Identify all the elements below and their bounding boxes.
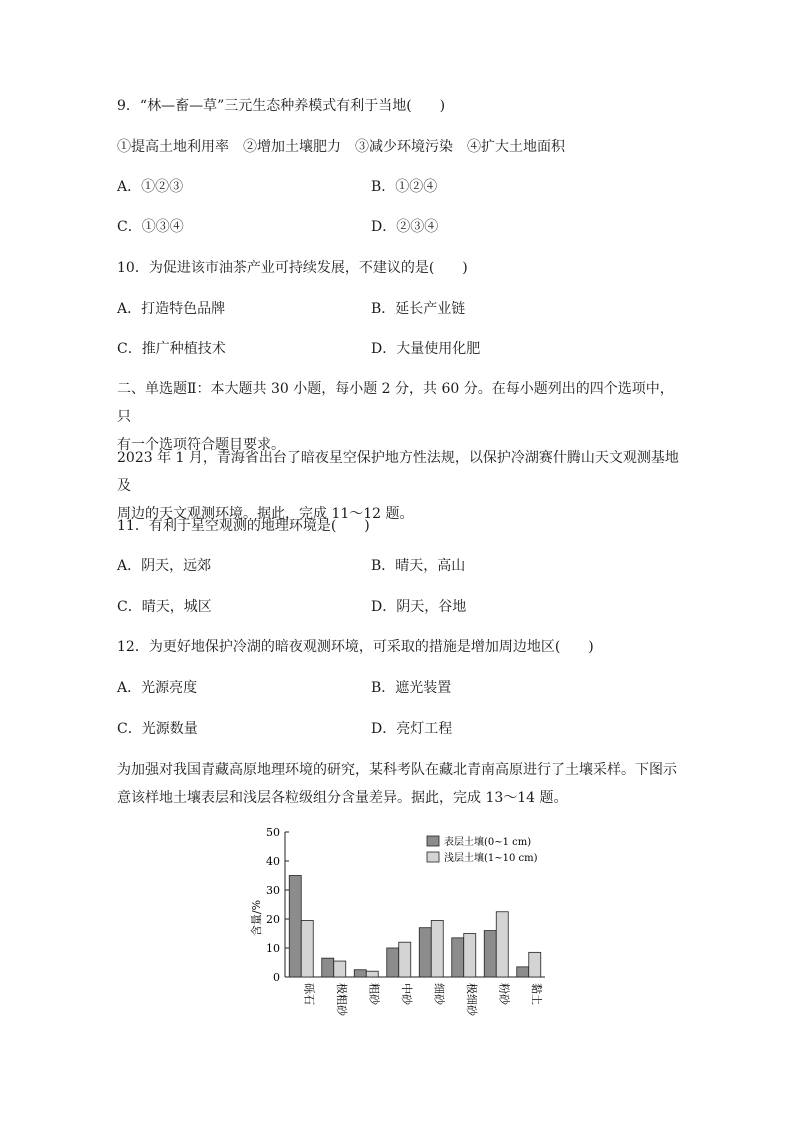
q12-option-b[interactable]: B．遮光装置: [371, 680, 452, 696]
passage-2-line-1: 为加强对我国青藏高原地理环境的研究，某科考队在藏北青南高原进行了土壤采样。下图示: [117, 762, 677, 778]
passage-2-line-2: 意该样地土壤表层和浅层各粒级组分含量差异。据此，完成 13～14 题。: [117, 790, 568, 806]
soil-grain-size-chart: [240, 822, 570, 1022]
x-category-label: 粗砂: [367, 983, 381, 1005]
bar-surface: [354, 970, 366, 977]
chart-bars: [289, 876, 541, 978]
q10-option-d[interactable]: D．大量使用化肥: [371, 341, 481, 357]
bar-shallow: [399, 942, 411, 977]
q10-stem: 10．为促进该市油茶产业可持续发展，不建议的是( ): [117, 260, 468, 276]
chart-x-labels: [302, 983, 544, 1017]
bar-surface: [419, 928, 431, 977]
x-category-label: 极粗砂: [334, 983, 348, 1016]
q9-option-c[interactable]: C．①③④: [117, 219, 184, 235]
q9-stem: 9．“林—畜—草”三元生态种养模式有利于当地( ): [117, 98, 446, 114]
bar-shallow: [529, 952, 541, 977]
section-2-line-2: 有一个选项符合题目要求。: [117, 437, 285, 453]
bar-surface: [484, 931, 496, 977]
q11-option-b[interactable]: B．晴天，高山: [371, 558, 466, 574]
legend-label: 表层土壤(0~1 cm): [444, 837, 532, 848]
x-category-label: 细砂: [432, 983, 446, 1005]
q10-option-b[interactable]: B．延长产业链: [371, 301, 466, 317]
q10-option-c[interactable]: C．推广种植技术: [117, 341, 226, 357]
q12-option-d[interactable]: D．亮灯工程: [371, 721, 453, 737]
chart-y-ticks: [266, 826, 289, 984]
q11-option-a[interactable]: A．阴天，远郊: [117, 558, 212, 574]
x-category-label: 黏土: [529, 983, 543, 1005]
q9-option-d[interactable]: D．②③④: [371, 219, 439, 235]
q12-option-c[interactable]: C．光源数量: [117, 721, 198, 737]
section-2-line-1: 二、单选题Ⅱ：本大题共 30 小题，每小题 2 分，共 60 分。在每小题列出的四个选项中，只: [117, 381, 674, 425]
q11-option-c[interactable]: C．晴天，城区: [117, 599, 212, 615]
bar-shallow: [431, 920, 443, 977]
y-tick-label: 50: [266, 826, 280, 839]
chart-y-axis-label: 含量/%: [250, 899, 263, 937]
q9-option-a[interactable]: A．①②③: [117, 179, 184, 195]
bar-surface: [387, 948, 399, 977]
q10-option-a[interactable]: A．打造特色品牌: [117, 301, 226, 317]
y-tick-label: 10: [266, 942, 280, 955]
bar-shallow: [464, 934, 476, 978]
q12-stem: 12．为更好地保护冷湖的暗夜观测环境，可采取的措施是增加周边地区( ): [117, 639, 594, 655]
y-tick-label: 0: [273, 971, 280, 984]
q9-option-b[interactable]: B．①②④: [371, 179, 438, 195]
bar-shallow: [496, 912, 508, 977]
legend-swatch: [427, 852, 439, 862]
legend-swatch: [427, 836, 439, 846]
bar-shallow: [366, 971, 378, 977]
x-category-label: 砾石: [302, 983, 316, 1005]
chart-legend: [427, 835, 538, 864]
q9-items: ①提高土地利用率 ②增加土壤肥力 ③减少环境污染 ④扩大土地面积: [117, 139, 565, 155]
q11-stem: 11．有利于星空观测的地理环境是( ): [117, 518, 370, 534]
bar-shallow: [334, 961, 346, 977]
passage-2: [117, 756, 683, 812]
bar-surface: [289, 876, 301, 978]
bar-surface: [517, 967, 529, 977]
y-tick-label: 20: [266, 913, 280, 926]
x-category-label: 中砂: [399, 983, 413, 1005]
legend-label: 浅层土壤(1~10 cm): [444, 853, 538, 864]
bar-shallow: [301, 920, 313, 977]
y-tick-label: 30: [266, 884, 280, 897]
y-tick-label: 40: [266, 855, 280, 868]
passage-1-line-1: 2023 年 1 月，青海省出台了暗夜星空保护地方性法规，以保护冷湖赛什腾山天文观测基地及: [117, 450, 679, 494]
bar-surface: [322, 958, 334, 977]
q11-option-d[interactable]: D．阴天，谷地: [371, 599, 467, 615]
passage-1-line-2: 周边的天文观测环境。据此，完成 11～12 题。: [117, 506, 414, 522]
bar-surface: [452, 938, 464, 977]
q12-option-a[interactable]: A．光源亮度: [117, 680, 198, 696]
x-category-label: 粉砂: [497, 983, 511, 1005]
x-category-label: 极细砂: [464, 983, 478, 1016]
